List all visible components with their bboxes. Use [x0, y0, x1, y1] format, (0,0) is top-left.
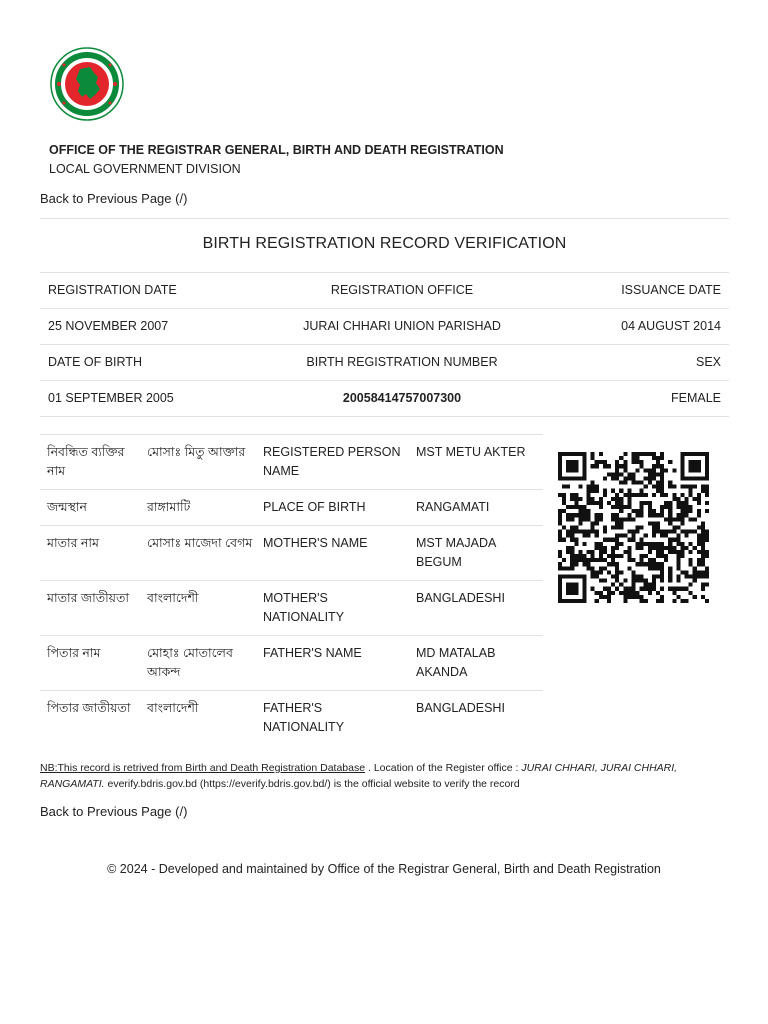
- issuance-date-label: ISSUANCE DATE: [621, 283, 721, 297]
- brn-value: 20058414757007300: [342, 391, 462, 405]
- bn-label: নিবন্ধিত ব্যক্তির নাম: [47, 445, 125, 478]
- qr-finder-square: [558, 574, 587, 603]
- table-row: [40, 690, 543, 745]
- register-office-location: JURAI CHHARI, JURAI CHHARI, RANGAMATI.: [40, 762, 678, 790]
- back-link[interactable]: Back to Previous Page (/): [40, 191, 188, 206]
- en-value: BANGLADESHI: [416, 591, 505, 605]
- sex-value: FEMALE: [670, 391, 721, 405]
- sex-label: SEX: [695, 355, 721, 369]
- government-seal-logo: [50, 47, 124, 121]
- page-title: BIRTH REGISTRATION RECORD VERIFICATION: [202, 235, 567, 252]
- summary-header-row: [40, 272, 729, 308]
- table-row: [40, 635, 543, 690]
- en-label: MOTHER'S NATIONALITY: [263, 591, 345, 624]
- bn-label: জন্মস্থান: [47, 500, 88, 514]
- table-row: [40, 580, 543, 635]
- summary-table: [40, 272, 729, 417]
- official-website-note: everify.bdris.gov.bd (https://everify.bdris.gov.bd/) is the official website to verify the record: [107, 778, 520, 790]
- division-title: LOCAL GOVERNMENT DIVISION: [49, 162, 241, 176]
- bn-value: মোহাঃ মোতালেব আকন্দ: [147, 646, 233, 679]
- dob-label: DATE OF BIRTH: [48, 355, 142, 369]
- en-label: MOTHER'S NAME: [263, 536, 368, 550]
- back-link[interactable]: Back to Previous Page (/): [40, 804, 188, 819]
- qr-finder-square: [680, 452, 709, 481]
- bn-label: মাতার জাতীয়তা: [47, 591, 130, 605]
- bn-value: বাংলাদেশী: [147, 591, 199, 605]
- bn-value: মোসাঃ মিতু আক্তার: [147, 445, 246, 459]
- en-label: FATHER'S NATIONALITY: [263, 701, 345, 734]
- divider: [40, 218, 729, 219]
- table-row: [40, 489, 543, 525]
- en-label: PLACE OF BIRTH: [263, 500, 366, 514]
- table-row: [40, 434, 543, 489]
- footer-copyright: © 2024 - Developed and maintained by Office of the Registrar General, Birth and Death Registration: [107, 862, 661, 876]
- en-value: RANGAMATI: [416, 500, 490, 514]
- summary-value-row: [40, 380, 729, 417]
- qr-finder-square: [558, 452, 587, 481]
- registration-date-value: 25 NOVEMBER 2007: [48, 319, 169, 333]
- bn-value: রাঙ্গামাটি: [147, 500, 191, 514]
- bn-label: পিতার নাম: [47, 646, 101, 660]
- en-label: FATHER'S NAME: [263, 646, 362, 660]
- en-value: MST METU AKTER: [416, 445, 526, 459]
- registration-office-label: REGISTRATION OFFICE: [330, 283, 474, 297]
- summary-value-row: [40, 308, 729, 344]
- table-row: [40, 525, 543, 580]
- brn-label: BIRTH REGISTRATION NUMBER: [306, 355, 498, 369]
- summary-header-row: [40, 344, 729, 380]
- en-value: BANGLADESHI: [416, 701, 505, 715]
- bn-label: পিতার জাতীয়তা: [47, 701, 131, 715]
- qr-code: [558, 450, 709, 605]
- en-label: REGISTERED PERSON NAME: [263, 445, 401, 478]
- registration-office-value: JURAI CHHARI UNION PARISHAD: [303, 319, 501, 333]
- verification-note: [40, 760, 729, 792]
- issuance-date-value: 04 AUGUST 2014: [621, 319, 721, 333]
- location-prefix: . Location of the Register office :: [367, 762, 519, 774]
- dob-value: 01 SEPTEMBER 2005: [48, 391, 174, 405]
- database-note-link[interactable]: NB:This record is retrived from Birth and Death Registration Database: [40, 762, 366, 774]
- en-value: MD MATALAB AKANDA: [416, 646, 496, 679]
- person-details-table: [40, 434, 543, 745]
- en-value: MST MAJADA BEGUM: [416, 536, 496, 569]
- office-title: OFFICE OF THE REGISTRAR GENERAL, BIRTH AND DEATH REGISTRATION: [49, 143, 504, 157]
- bn-label: মাতার নাম: [47, 536, 99, 550]
- bn-value: মোসাঃ মাজেদা বেগম: [147, 536, 253, 550]
- bn-value: বাংলাদেশী: [147, 701, 199, 715]
- registration-date-label: REGISTRATION DATE: [48, 283, 177, 297]
